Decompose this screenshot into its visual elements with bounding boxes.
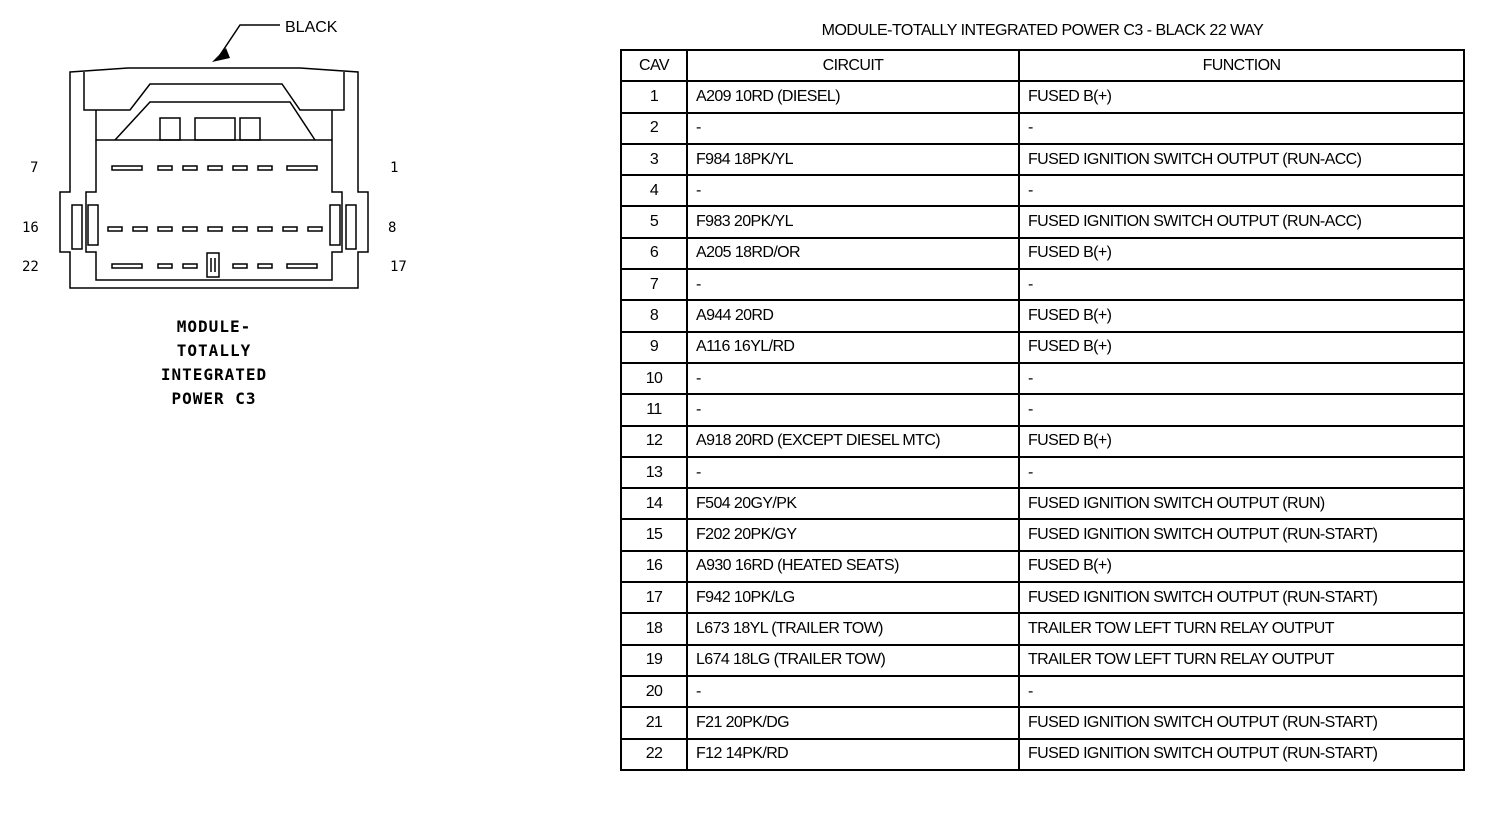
cav-cell: 7 xyxy=(621,269,687,300)
circuit-cell: - xyxy=(687,394,1019,425)
cav-cell: 2 xyxy=(621,113,687,144)
cav-cell: 11 xyxy=(621,394,687,425)
table-row xyxy=(621,645,1464,676)
pinout-table-body xyxy=(621,81,1464,770)
circuit-cell: - xyxy=(687,269,1019,300)
function-cell: FUSED IGNITION SWITCH OUTPUT (RUN-START) xyxy=(1019,582,1464,613)
function-cell: FUSED B(+) xyxy=(1019,300,1464,331)
table-header-row xyxy=(621,50,1464,81)
caption-line: POWER C3 xyxy=(171,389,257,408)
header-cav: CAV xyxy=(621,50,687,81)
function-cell: FUSED IGNITION SWITCH OUTPUT (RUN-ACC) xyxy=(1019,206,1464,237)
function-cell: FUSED B(+) xyxy=(1019,81,1464,112)
connector-face-diagram xyxy=(0,0,600,300)
cav-cell: 6 xyxy=(621,238,687,269)
cav-cell: 21 xyxy=(621,707,687,738)
circuit-cell: A205 18RD/OR xyxy=(687,238,1019,269)
terminal-row-1 xyxy=(112,166,317,170)
connector-color-label: BLACK xyxy=(285,19,338,36)
function-cell: FUSED IGNITION SWITCH OUTPUT (RUN-ACC) xyxy=(1019,144,1464,175)
cav-cell: 1 xyxy=(621,81,687,112)
table-row xyxy=(621,739,1464,770)
pin-label-16: 16 xyxy=(22,220,39,236)
table-row xyxy=(621,582,1464,613)
cav-cell: 14 xyxy=(621,488,687,519)
caption-line: TOTALLY xyxy=(176,341,252,360)
table-row xyxy=(621,332,1464,363)
function-cell: TRAILER TOW LEFT TURN RELAY OUTPUT xyxy=(1019,645,1464,676)
pin-label-1: 1 xyxy=(390,160,399,176)
cav-cell: 8 xyxy=(621,300,687,331)
circuit-cell: L673 18YL (TRAILER TOW) xyxy=(687,613,1019,644)
pin-label-17: 17 xyxy=(390,259,407,275)
function-cell: - xyxy=(1019,363,1464,394)
table-row xyxy=(621,707,1464,738)
cav-cell: 9 xyxy=(621,332,687,363)
pin-label-7: 7 xyxy=(30,160,39,176)
function-cell: FUSED IGNITION SWITCH OUTPUT (RUN-START) xyxy=(1019,707,1464,738)
function-cell: - xyxy=(1019,676,1464,707)
function-cell: FUSED IGNITION SWITCH OUTPUT (RUN-START) xyxy=(1019,739,1464,770)
cav-cell: 17 xyxy=(621,582,687,613)
table-row xyxy=(621,519,1464,550)
circuit-cell: F12 14PK/RD xyxy=(687,739,1019,770)
circuit-cell: A918 20RD (EXCEPT DIESEL MTC) xyxy=(687,426,1019,457)
table-row xyxy=(621,363,1464,394)
cav-cell: 22 xyxy=(621,739,687,770)
table-row xyxy=(621,238,1464,269)
function-cell: FUSED IGNITION SWITCH OUTPUT (RUN-START) xyxy=(1019,519,1464,550)
circuit-cell: - xyxy=(687,363,1019,394)
function-cell: FUSED B(+) xyxy=(1019,551,1464,582)
terminal-row-2 xyxy=(108,227,322,231)
cav-cell: 4 xyxy=(621,175,687,206)
circuit-cell: A944 20RD xyxy=(687,300,1019,331)
circuit-cell: A116 16YL/RD xyxy=(687,332,1019,363)
header-circuit: CIRCUIT xyxy=(687,50,1019,81)
table-row xyxy=(621,426,1464,457)
cav-cell: 3 xyxy=(621,144,687,175)
circuit-cell: A930 16RD (HEATED SEATS) xyxy=(687,551,1019,582)
function-cell: FUSED B(+) xyxy=(1019,426,1464,457)
cav-cell: 5 xyxy=(621,206,687,237)
function-cell: - xyxy=(1019,457,1464,488)
table-row xyxy=(621,457,1464,488)
function-cell: - xyxy=(1019,113,1464,144)
table-row xyxy=(621,144,1464,175)
circuit-cell: F983 20PK/YL xyxy=(687,206,1019,237)
circuit-cell: L674 18LG (TRAILER TOW) xyxy=(687,645,1019,676)
function-cell: FUSED IGNITION SWITCH OUTPUT (RUN) xyxy=(1019,488,1464,519)
circuit-cell: A209 10RD (DIESEL) xyxy=(687,81,1019,112)
circuit-cell: F202 20PK/GY xyxy=(687,519,1019,550)
connector-caption xyxy=(130,315,298,411)
pinout-table xyxy=(620,49,1465,771)
circuit-cell: F942 10PK/LG xyxy=(687,582,1019,613)
circuit-cell: F984 18PK/YL xyxy=(687,144,1019,175)
table-row xyxy=(621,551,1464,582)
table-row xyxy=(621,175,1464,206)
pin-label-22: 22 xyxy=(22,259,39,275)
table-row xyxy=(621,300,1464,331)
circuit-cell: - xyxy=(687,457,1019,488)
cav-cell: 18 xyxy=(621,613,687,644)
circuit-cell: - xyxy=(687,113,1019,144)
circuit-cell: F504 20GY/PK xyxy=(687,488,1019,519)
caption-line: INTEGRATED xyxy=(160,365,268,384)
function-cell: - xyxy=(1019,269,1464,300)
function-cell: - xyxy=(1019,394,1464,425)
header-function: FUNCTION xyxy=(1019,50,1464,81)
pinout-table-title: MODULE-TOTALLY INTEGRATED POWER C3 - BLACK 22 WAY xyxy=(821,22,1264,39)
cav-cell: 16 xyxy=(621,551,687,582)
cav-cell: 19 xyxy=(621,645,687,676)
table-row xyxy=(621,269,1464,300)
table-row xyxy=(621,613,1464,644)
circuit-cell: - xyxy=(687,676,1019,707)
table-row xyxy=(621,394,1464,425)
table-row xyxy=(621,81,1464,112)
cav-cell: 13 xyxy=(621,457,687,488)
circuit-cell: - xyxy=(687,175,1019,206)
pin-label-8: 8 xyxy=(388,220,397,236)
caption-line: MODULE- xyxy=(176,317,252,336)
table-row xyxy=(621,206,1464,237)
circuit-cell: F21 20PK/DG xyxy=(687,707,1019,738)
function-cell: FUSED B(+) xyxy=(1019,332,1464,363)
cav-cell: 12 xyxy=(621,426,687,457)
connector-housing xyxy=(60,68,368,288)
function-cell: FUSED B(+) xyxy=(1019,238,1464,269)
function-cell: - xyxy=(1019,175,1464,206)
cav-cell: 20 xyxy=(621,676,687,707)
function-cell: TRAILER TOW LEFT TURN RELAY OUTPUT xyxy=(1019,613,1464,644)
table-row xyxy=(621,488,1464,519)
table-row xyxy=(621,676,1464,707)
callout-arrow xyxy=(212,25,280,62)
cav-cell: 15 xyxy=(621,519,687,550)
cav-cell: 10 xyxy=(621,363,687,394)
table-row xyxy=(621,113,1464,144)
